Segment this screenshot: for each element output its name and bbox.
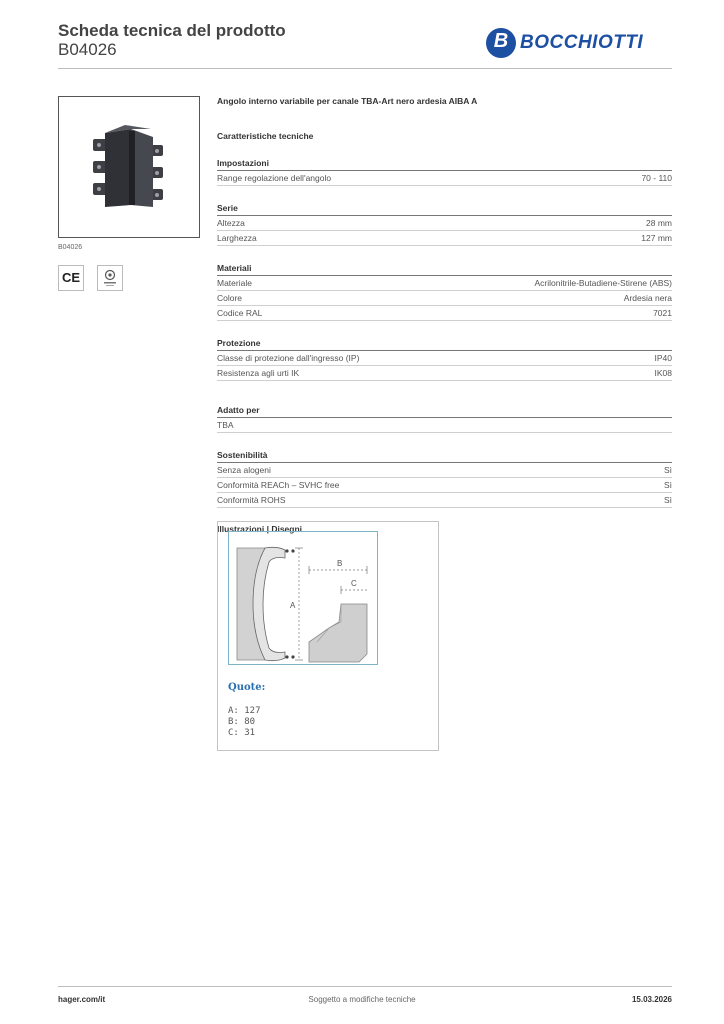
spec-row (217, 276, 672, 291)
spec-label: Altezza (217, 218, 245, 228)
product-title: Angolo interno variabile per canale TBA-Art nero ardesia AIBA A (217, 96, 478, 106)
brand-name: BOCCHIOTTI (520, 32, 644, 53)
section-protezione (217, 338, 672, 381)
quote-title: Quote: (228, 682, 266, 693)
rohs-icon (98, 266, 122, 290)
spec-label: Materiale (217, 278, 252, 288)
spec-label: Codice RAL (217, 308, 263, 318)
section-title: Protezione (217, 338, 672, 351)
brand-mark-icon (486, 28, 516, 58)
product-code: B04026 (58, 40, 117, 59)
footer-website-link[interactable]: hager.com/it (58, 995, 106, 1004)
quote-b: B: 80 (228, 717, 256, 727)
brand-logo (486, 28, 672, 58)
spec-value: Sì (663, 495, 672, 505)
spec-label: Classe di protezione dall'ingresso (IP) (217, 353, 360, 363)
product-image-icon (59, 97, 199, 237)
spec-row (217, 231, 672, 246)
spec-row (217, 493, 672, 508)
quote-a: A: 127 (228, 706, 261, 716)
dim-b-label: B (337, 559, 343, 568)
section-title: Impostazioni (217, 158, 672, 171)
quote-c: C: 31 (228, 728, 256, 738)
spec-row (217, 418, 672, 433)
header-divider (58, 68, 672, 69)
section-title: Sostenibilità (217, 450, 672, 463)
spec-label: Range regolazione dell'angolo (217, 173, 332, 183)
spec-label: Colore (217, 293, 243, 303)
spec-label: Conformità REACh – SVHC free (217, 480, 340, 490)
spec-content (217, 96, 672, 534)
spec-value: IP40 (654, 353, 672, 363)
section-serie (217, 203, 672, 246)
spec-row (217, 171, 672, 186)
spec-row (217, 306, 672, 321)
product-photo (58, 96, 200, 238)
spec-label: Conformità ROHS (217, 495, 286, 505)
spec-value: 7021 (653, 308, 672, 318)
spec-value: Sì (663, 480, 672, 490)
footer-divider (58, 986, 672, 987)
page-title: Scheda tecnica del prodotto (58, 21, 286, 40)
spec-value: Acrilonitrile-Butadiene-Stirene (ABS) (534, 278, 672, 288)
characteristics-title: Caratteristiche tecniche (217, 131, 314, 141)
technical-drawing (217, 521, 439, 751)
spec-label: Resistenza agli urti IK (217, 368, 300, 378)
drawing-frame (228, 531, 378, 665)
spec-value: IK08 (654, 368, 672, 378)
section-impostazioni (217, 158, 672, 186)
spec-label: Senza alogeni (217, 465, 271, 475)
dim-c-label: C (351, 579, 357, 588)
ce-mark: CE (58, 265, 84, 291)
footer-disclaimer: Soggetto a modifiche tecniche (308, 995, 416, 1004)
section-title: Adatto per (217, 405, 672, 418)
section-title: Materiali (217, 263, 672, 276)
spec-row (217, 478, 672, 493)
dimension-drawing-icon (229, 532, 377, 664)
section-title: Serie (217, 203, 672, 216)
section-sostenibilita (217, 450, 672, 508)
spec-label: TBA (217, 420, 234, 430)
spec-row (217, 366, 672, 381)
spec-row (217, 351, 672, 366)
spec-label: Larghezza (217, 233, 257, 243)
spec-value: Sì (663, 465, 672, 475)
spec-row (217, 291, 672, 306)
section-adatto (217, 405, 672, 433)
photo-caption: B04026 (58, 244, 83, 251)
illustrations-title: Illustrazioni | Disegni (217, 524, 303, 534)
spec-value: 28 mm (646, 218, 672, 228)
dim-a-label: A (290, 601, 296, 610)
section-materiali (217, 263, 672, 321)
rohs-badge (97, 265, 123, 291)
spec-row (217, 463, 672, 478)
footer-date: 15.03.2026 (631, 995, 672, 1004)
spec-value: Ardesia nera (623, 293, 672, 303)
spec-value: 70 - 110 (641, 173, 672, 183)
spec-value: 127 mm (641, 233, 672, 243)
spec-row (217, 216, 672, 231)
